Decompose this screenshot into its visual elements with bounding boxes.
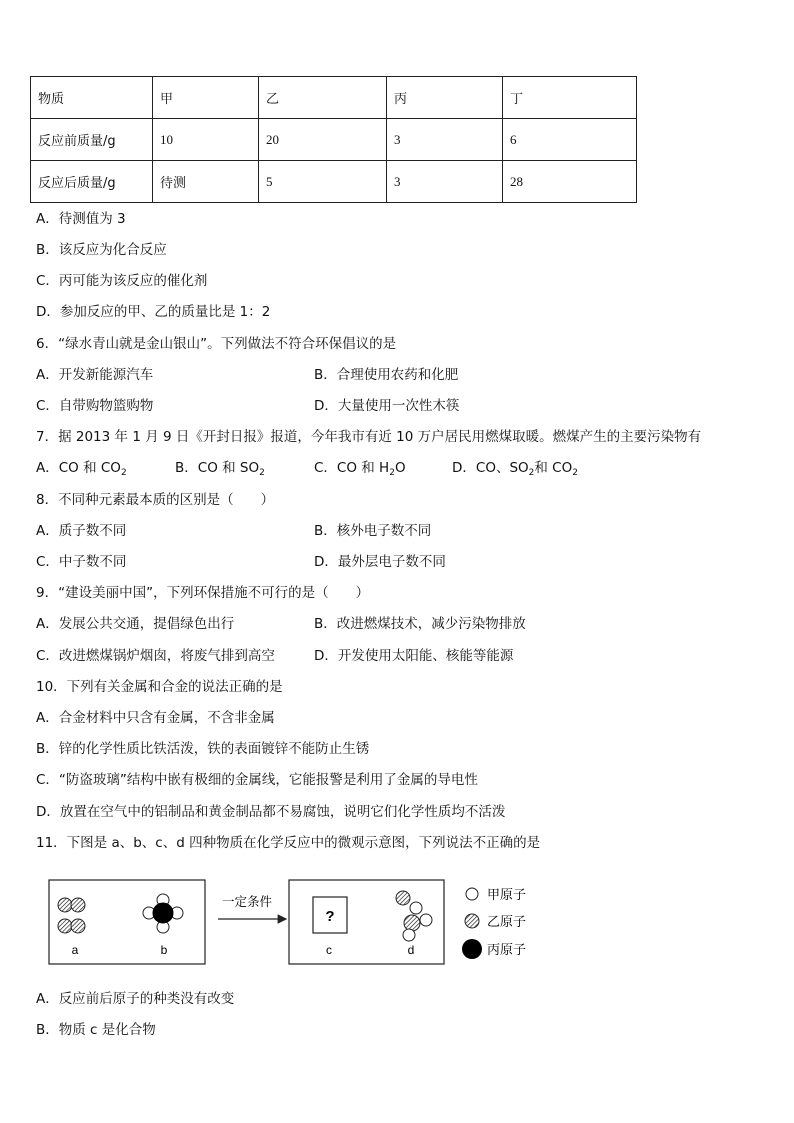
q10-option-d: D．放置在空气中的铝制品和黄金制品都不易腐蚀，说明它们化学性质均不活泼	[36, 804, 506, 820]
molecule-a	[58, 898, 85, 933]
q5-option-c: C．丙可能为该反应的催化剂	[36, 273, 208, 289]
label-c: c	[326, 943, 332, 957]
black-atom-icon	[462, 939, 482, 959]
q5-option-a: A．待测值为 3	[36, 211, 126, 227]
molecule-d	[396, 891, 432, 941]
table-cell: 3	[387, 119, 503, 161]
q8-option-b: B．核外电子数不同	[314, 523, 432, 539]
table-cell: 28	[503, 161, 637, 203]
reaction-diagram	[48, 878, 608, 968]
q5-option-d: D．参加反应的甲、乙的质量比是 1：2	[36, 304, 271, 320]
q11-stem: 11．下图是 a、b、c、d 四种物质在化学反应中的微观示意图，下列说法不正确的是	[36, 835, 541, 851]
q9-option-a: A．发展公共交通，提倡绿色出行	[36, 616, 235, 632]
table-header-cell: 乙	[259, 77, 387, 119]
table-cell: 反应后质量/g	[31, 161, 153, 203]
molecule-b	[143, 894, 183, 933]
table-cell: 待测	[153, 161, 259, 203]
q7-option-c-suffix: O	[394, 460, 406, 476]
subscript: 2	[120, 468, 127, 478]
q6-stem: 6．“绿水青山就是金山银山”。下列做法不符合环保倡议的是	[36, 336, 397, 352]
q8-option-c: C．中子数不同	[36, 554, 127, 570]
q9-stem: 9．“建设美丽中国”，下列环保措施不可行的是（ ）	[36, 585, 370, 601]
table-header-cell: 丙	[387, 77, 503, 119]
legend-bing: 丙原子	[487, 943, 527, 958]
q7-option-a-text: A．CO 和 CO	[36, 460, 121, 476]
q7-option-b	[175, 459, 265, 482]
q11-option-a: A．反应前后原子的种类没有改变	[36, 991, 235, 1007]
q8-option-a: A．质子数不同	[36, 523, 127, 539]
q7-option-d-text: D．CO、SO	[452, 460, 529, 476]
q10-stem: 10．下列有关金属和合金的说法正确的是	[36, 679, 283, 695]
hatched-atom-icon	[465, 914, 479, 928]
q7-option-c	[314, 459, 406, 482]
table-row	[31, 161, 637, 203]
label-b: b	[160, 943, 168, 957]
table-header-cell: 甲	[153, 77, 259, 119]
q7-option-b-text: B．CO 和 SO	[175, 460, 260, 476]
subscript: 2	[389, 468, 395, 478]
q7-stem: 7．据 2013 年 1 月 9 日《开封日报》报道，今年我市有近 10 万户居民用燃煤取暖。燃煤产生的主要污染物有	[36, 429, 702, 445]
q10-option-b: B．锌的化学性质比铁活泼，铁的表面镀锌不能防止生锈	[36, 741, 370, 757]
q9-option-c: C．改进燃煤锅炉烟囱，将废气排到高空	[36, 648, 275, 664]
white-atom-icon	[466, 888, 478, 900]
table-row	[31, 119, 637, 161]
label-a: a	[71, 943, 79, 957]
table-header-cell: 物质	[31, 77, 153, 119]
table-cell: 3	[387, 161, 503, 203]
q5-option-b: B．该反应为化合反应	[36, 242, 167, 258]
q8-stem: 8．不同种元素最本质的区别是（ ）	[36, 492, 275, 508]
table-cell: 反应前质量/g	[31, 119, 153, 161]
legend-yi: 乙原子	[487, 915, 527, 930]
q7-option-d-mid: 和 CO	[534, 460, 573, 476]
unknown-mark: ?	[325, 908, 335, 925]
q6-option-b: B．合理使用农药和化肥	[314, 367, 459, 383]
q7-option-a	[36, 459, 127, 482]
subscript: 2	[572, 468, 578, 478]
q8-option-d: D．最外层电子数不同	[314, 554, 446, 570]
legend	[462, 888, 526, 959]
q6-option-c: C．自带购物篮购物	[36, 398, 154, 414]
mass-table	[30, 76, 637, 203]
table-cell: 10	[153, 119, 259, 161]
q10-option-c: C．“防盗玻璃”结构中嵌有极细的金属线，它能报警是利用了金属的导电性	[36, 772, 478, 788]
q7-option-c-text: C．CO 和 H	[314, 460, 390, 476]
table-cell: 6	[503, 119, 637, 161]
table-cell: 5	[259, 161, 387, 203]
table-header-cell: 丁	[503, 77, 637, 119]
q7-option-d	[452, 459, 578, 482]
subscript: 2	[528, 468, 535, 478]
subscript: 2	[259, 468, 265, 478]
legend-jia: 甲原子	[487, 888, 527, 903]
q6-option-a: A．开发新能源汽车	[36, 367, 154, 383]
reaction-condition: 一定条件	[221, 894, 273, 909]
q9-option-b: B．改进燃煤技术，减少污染物排放	[314, 616, 526, 632]
table-header-row	[31, 77, 637, 119]
table-cell: 20	[259, 119, 387, 161]
q11-option-b: B．物质 c 是化合物	[36, 1022, 156, 1038]
q10-option-a: A．合金材料中只含有金属，不含非金属	[36, 710, 275, 726]
q6-option-d: D．大量使用一次性木筷	[314, 398, 460, 414]
q9-option-d: D．开发使用太阳能、核能等能源	[314, 648, 514, 664]
label-d: d	[407, 943, 415, 957]
